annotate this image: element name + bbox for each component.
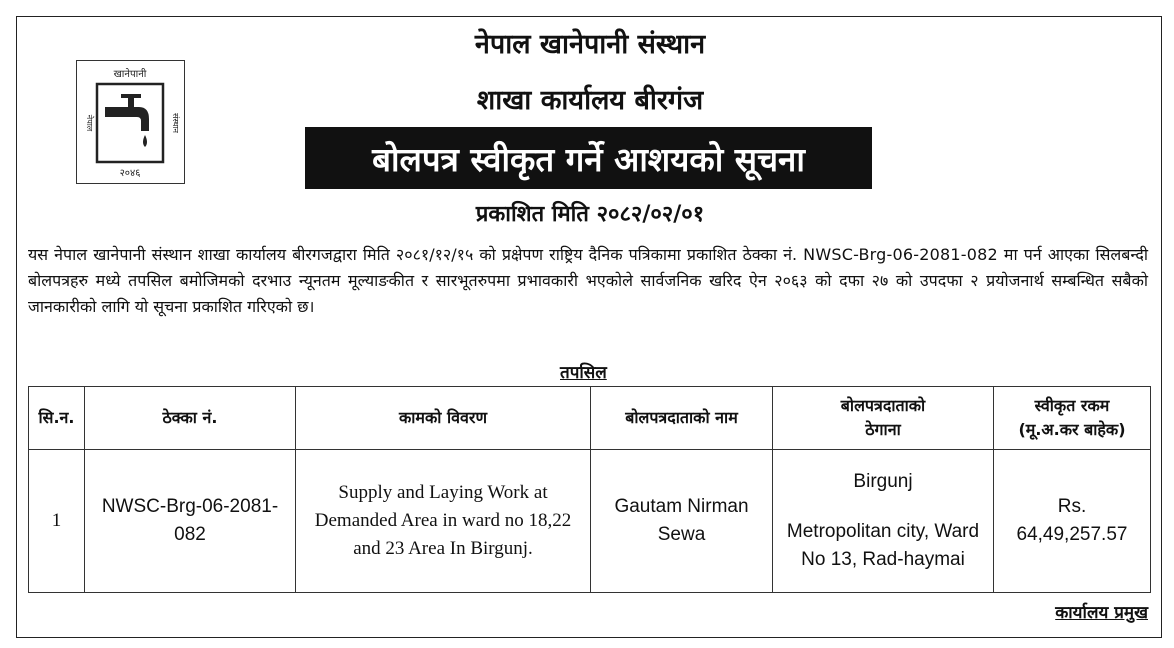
header-bidder-address-line1: बोलपत्रदाताको bbox=[840, 396, 926, 415]
award-table bbox=[28, 386, 1151, 593]
publish-date: प्रकाशित मिति २०८२/०२/०१ bbox=[475, 202, 705, 227]
cell-amount: Rs. 64,49,257.57 bbox=[994, 450, 1151, 593]
table-caption: तपसिल bbox=[560, 363, 607, 383]
cell-bidder-name: Gautam Nirman Sewa bbox=[591, 450, 773, 593]
header-bidder-address-line2: ठेगाना bbox=[865, 420, 901, 439]
cell-contract-no: NWSC-Brg-06-2081-082 bbox=[85, 450, 296, 593]
office-name: शाखा कार्यालय बीरगंज bbox=[476, 85, 704, 116]
body-text-part1: यस नेपाल खानेपानी संस्थान शाखा कार्यालय बीरगजद्वारा मिति २०८१/१२/१५ को प्रक्षेपण राष्ट्रिय दैनिक पत्रिकामा प्रकाशित ठेक्का नं. bbox=[28, 245, 804, 264]
body-text-part2: मा पर्न आएका सिलबन्दी बोलपत्रहरु मध्ये तपसिल बमोजिमको दरभाउ न्यूनतम मूल्याङकीत र सारभूतरुपमा प्रभावकारी भएकोले सार्वजनिक खरिद ऐन २०६३ को दफा २७ को उपदफा २ प्रयोजनार्थ सम्बन्धित सबैको जानकारीको लागि यो सूचना प्रकाशित गरिएको छ। bbox=[28, 245, 1148, 316]
header-sn: सि.न. bbox=[29, 387, 85, 450]
header-description: कामको विवरण bbox=[296, 387, 591, 450]
header-amount-line2: (मू.अ.कर बाहेक) bbox=[1018, 420, 1126, 439]
cell-bidder-address bbox=[773, 450, 994, 593]
notice-title: बोलपत्र स्वीकृत गर्ने आशयको सूचना bbox=[305, 127, 872, 189]
logo-top-text: खानेपानी bbox=[113, 69, 147, 80]
org-name: नेपाल खानेपानी संस्थान bbox=[474, 29, 706, 60]
header-bidder-name: बोलपत्रदाताको नाम bbox=[591, 387, 773, 450]
signatory: कार्यालय प्रमुख bbox=[1055, 603, 1148, 623]
cell-sn: 1 bbox=[29, 450, 85, 593]
notice-body bbox=[28, 242, 1148, 320]
address-line2: Metropolitan city, Ward No 13, Rad-haymai bbox=[786, 521, 980, 570]
header-bidder-address bbox=[773, 387, 994, 450]
header-contract-no: ठेक्का नं. bbox=[85, 387, 296, 450]
cell-description: Supply and Laying Work at Demanded Area in ward no 18,22 and 23 Area In Birgunj. bbox=[296, 450, 591, 593]
nwsc-logo bbox=[76, 60, 185, 184]
header-amount bbox=[994, 387, 1151, 450]
tender-reference: NWSC-Brg-06-2081-082 bbox=[803, 245, 998, 264]
table-header-row bbox=[29, 387, 1151, 450]
water-tap-icon bbox=[77, 61, 183, 182]
logo-left-text: नेपाल bbox=[85, 114, 94, 132]
header-amount-line1: स्वीकृत रकम bbox=[1034, 396, 1110, 415]
address-line1: Birgunj bbox=[853, 471, 913, 492]
table-row bbox=[29, 450, 1151, 593]
logo-bottom-text: २०४६ bbox=[119, 168, 141, 179]
logo-right-text: संस्थान bbox=[171, 113, 180, 133]
